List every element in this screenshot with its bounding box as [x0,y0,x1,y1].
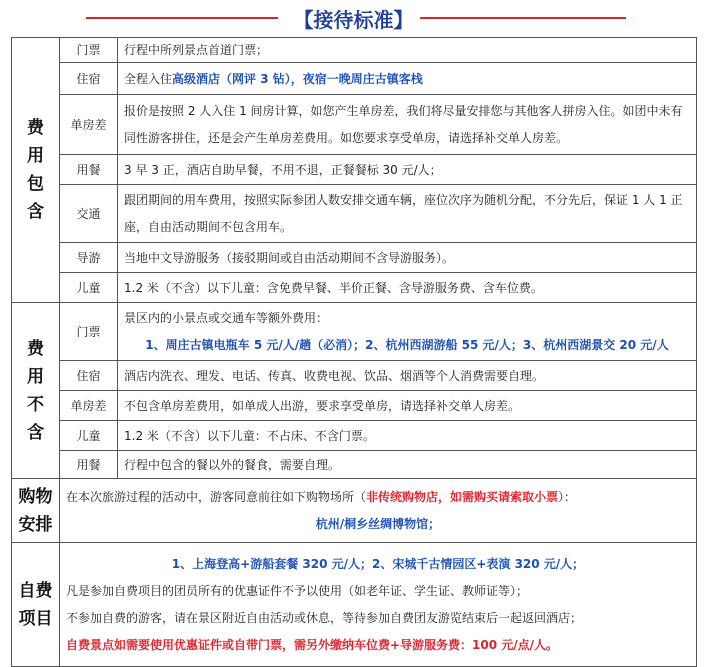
row-label: 儿童 [60,273,118,303]
row-label: 住宿 [60,63,118,95]
category-optional: 自费 项目 [12,543,60,667]
row-text: 1.2 米（不含）以下儿童：不占床、不含门票。 [118,421,697,451]
row-text: 不包含单房差费用，如单成人出游，要求享受单房，请选择补交单人房差。 [118,391,697,421]
row-text: 景区内的小景点或交通车等额外费用： 1、周庄古镇电瓶车 5 元/人/趟（必消）；2、杭州西湖游船 55 元/人；3、杭州西湖景交 20 元/人 [118,303,697,361]
row-text: 行程中包含的餐以外的餐食，需要自理。 [118,451,697,479]
reception-standard-table [11,37,697,667]
table-row [12,155,697,185]
row-text: 1.2 米（不含）以下儿童：含免费早餐、半价正餐、含导游服务费、含车位费。 [118,273,697,303]
table-row [12,273,697,303]
row-text: 报价是按照 2 人入住 1 间房计算，如您产生单房差，我们将尽量安排您与其他客人拼房入住。如团中未有同性游客拼住，还是会产生单房差费用。如您要求享受单房，请选择补交单人房差。 [118,95,697,155]
row-label: 单房差 [60,95,118,155]
row-text: 跟团期间的用车费用，按照实际参团人数安排交通车辆，座位次序为随机分配，不分先后，保证 1 人 1 正座，自由活动期间不包含用车。 [118,185,697,243]
row-text: 3 早 3 正，酒店自助早餐，不用不退，正餐餐标 30 元/人； [118,155,697,185]
category-excluded: 费 用 不 含 [12,303,60,479]
row-label: 用餐 [60,451,118,479]
table-row [12,303,697,361]
table-row [12,543,697,667]
row-text: 行程中所列景点首道门票； [118,38,697,63]
optional-text: 1、上海登高+游船套餐 320 元/人；2、宋城千古情园区+表演 320 元/人； 凡是参加自费项目的团员所有的优惠证件不予以使用（如老年证、学生证、教师证等）； 不参加自费的游客，请在景区附近自由活动或休息，等待参加自费团友游览结束后一起返回酒店； 自费景点如需要使用优惠证件或自带门票，需另外缴纳车位费+导游服务费：100 元/点/人。 [60,543,697,667]
table-row [12,479,697,543]
row-text: 全程入住高级酒店（网评 3 钻），夜宿一晚周庄古镇客栈 [118,63,697,95]
row-label: 门票 [60,38,118,63]
table-row [12,361,697,391]
row-label: 门票 [60,303,118,361]
table-row [12,185,697,243]
row-label: 儿童 [60,421,118,451]
row-label: 用餐 [60,155,118,185]
header-rule-right [420,17,626,19]
shopping-text: 在本次旅游过程的活动中，游客同意前往如下购物场所（非传统购物店，如需购买请索取小票）： 杭州/桐乡丝绸博物馆； [60,479,697,543]
table-row [12,391,697,421]
table-row [12,63,697,95]
section-header [0,0,707,36]
row-text: 酒店内洗衣、理发、电话、传真、收费电视、饮品、烟酒等个人消费需要自理。 [118,361,697,391]
row-text: 当地中文导游服务（接驳期间或自由活动期间不含导游服务）。 [118,243,697,273]
table-row [12,451,697,479]
row-label: 单房差 [60,391,118,421]
table-row [12,38,697,63]
category-included: 费 用 包 含 [12,38,60,303]
page-title: 【接待标准】 [293,8,414,32]
table-row [12,95,697,155]
row-label: 交通 [60,185,118,243]
table-row [12,421,697,451]
row-label: 导游 [60,243,118,273]
table-row [12,243,697,273]
category-shopping: 购物 安排 [12,479,60,543]
row-label: 住宿 [60,361,118,391]
